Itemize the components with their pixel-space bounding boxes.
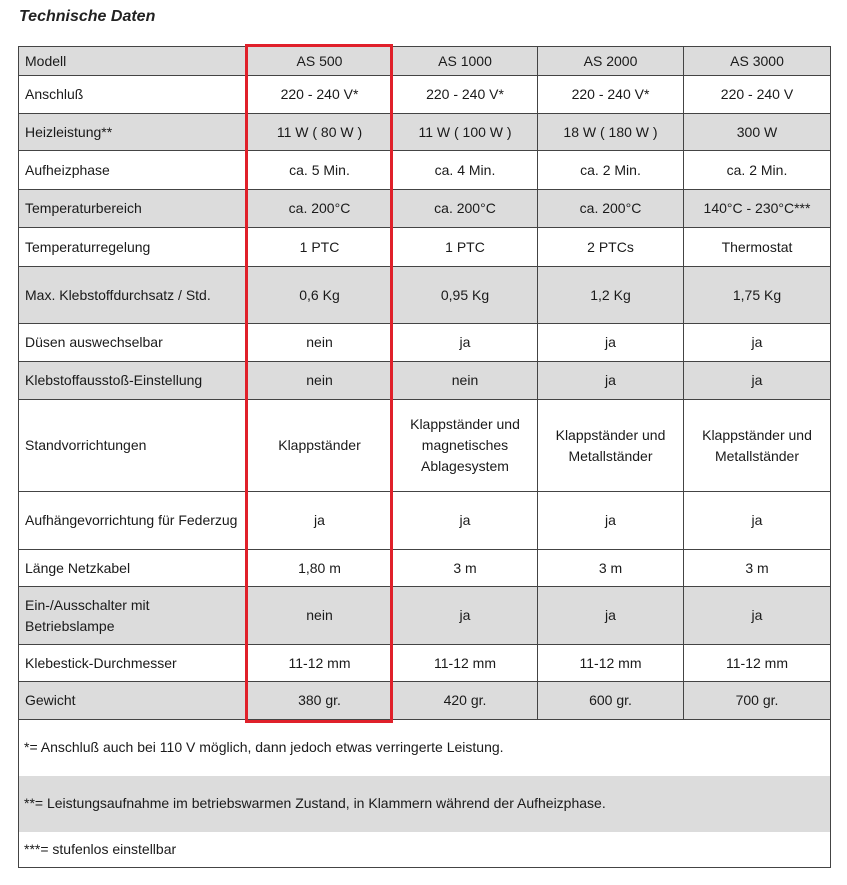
cell-as1000: 3 m <box>393 550 538 587</box>
cell-as1000: ca. 200°C <box>393 190 538 228</box>
row-label: Temperaturregelung <box>19 228 247 267</box>
cell-as2000: 600 gr. <box>538 682 684 720</box>
cell-as2000: ja <box>538 587 684 645</box>
cell-as500: nein <box>247 362 393 400</box>
table-row <box>19 114 831 151</box>
row-label: Max. Klebstoffdurchsatz / Std. <box>19 267 247 324</box>
cell-as3000: ja <box>684 587 831 645</box>
footnote-single-star: *= Anschluß auch bei 110 V möglich, dann jedoch etwas verringerte Leistung. <box>19 720 831 776</box>
page-title: Technische Daten <box>19 8 156 25</box>
footnote-row <box>19 776 831 832</box>
cell-as1000: 1 PTC <box>393 228 538 267</box>
header-model-as500: AS 500 <box>247 47 393 76</box>
cell-as500: 1 PTC <box>247 228 393 267</box>
cell-as3000: 1,75 Kg <box>684 267 831 324</box>
cell-as2000: ja <box>538 492 684 550</box>
row-label: Standvorrichtungen <box>19 400 247 492</box>
table-row <box>19 550 831 587</box>
cell-as1000: ja <box>393 324 538 362</box>
header-model-as1000: AS 1000 <box>393 47 538 76</box>
cell-as2000: 3 m <box>538 550 684 587</box>
cell-as1000: 420 gr. <box>393 682 538 720</box>
row-label: Düsen auswechselbar <box>19 324 247 362</box>
cell-as2000: Klappständer und Metallständer <box>538 400 684 492</box>
table-row <box>19 587 831 645</box>
cell-as3000: Thermostat <box>684 228 831 267</box>
cell-as500: ja <box>247 492 393 550</box>
cell-as500: Klappständer <box>247 400 393 492</box>
row-label: Ein-/Ausschalter mit Betriebslampe <box>19 587 247 645</box>
cell-as3000: 3 m <box>684 550 831 587</box>
spec-table <box>18 46 831 868</box>
table-row <box>19 492 831 550</box>
cell-as500: ca. 200°C <box>247 190 393 228</box>
table-row <box>19 400 831 492</box>
cell-as2000: ca. 2 Min. <box>538 151 684 190</box>
cell-as500: 220 - 240 V* <box>247 76 393 114</box>
footnote-row <box>19 720 831 776</box>
cell-as1000: ja <box>393 492 538 550</box>
row-label: Temperaturbereich <box>19 190 247 228</box>
table-row <box>19 76 831 114</box>
cell-as3000: 220 - 240 V <box>684 76 831 114</box>
row-label: Anschluß <box>19 76 247 114</box>
cell-as3000: ja <box>684 492 831 550</box>
row-label: Aufheizphase <box>19 151 247 190</box>
table-row <box>19 190 831 228</box>
cell-as2000: 220 - 240 V* <box>538 76 684 114</box>
row-label: Klebstoffausstoß-Einstellung <box>19 362 247 400</box>
cell-as3000: 140°C - 230°C*** <box>684 190 831 228</box>
cell-as1000: 0,95 Kg <box>393 267 538 324</box>
table-row <box>19 151 831 190</box>
cell-as2000: 18 W ( 180 W ) <box>538 114 684 151</box>
cell-as1000: ca. 4 Min. <box>393 151 538 190</box>
cell-as500: 11-12 mm <box>247 645 393 682</box>
header-model-as2000: AS 2000 <box>538 47 684 76</box>
cell-as3000: ja <box>684 324 831 362</box>
cell-as3000: ja <box>684 362 831 400</box>
cell-as500: 1,80 m <box>247 550 393 587</box>
footnote-triple-star: ***= stufenlos einstellbar <box>19 832 831 868</box>
cell-as3000: 700 gr. <box>684 682 831 720</box>
table-row <box>19 645 831 682</box>
row-label: Klebestick-Durchmesser <box>19 645 247 682</box>
footnote-row <box>19 832 831 868</box>
table-row <box>19 362 831 400</box>
cell-as500: 11 W ( 80 W ) <box>247 114 393 151</box>
row-label: Gewicht <box>19 682 247 720</box>
cell-as3000: 300 W <box>684 114 831 151</box>
row-label: Heizleistung** <box>19 114 247 151</box>
cell-as2000: ca. 200°C <box>538 190 684 228</box>
cell-as1000: 220 - 240 V* <box>393 76 538 114</box>
cell-as1000: 11 W ( 100 W ) <box>393 114 538 151</box>
cell-as2000: 2 PTCs <box>538 228 684 267</box>
cell-as500: nein <box>247 324 393 362</box>
cell-as500: 380 gr. <box>247 682 393 720</box>
cell-as2000: 1,2 Kg <box>538 267 684 324</box>
cell-as3000: ca. 2 Min. <box>684 151 831 190</box>
table-row <box>19 267 831 324</box>
table-row <box>19 228 831 267</box>
cell-as2000: ja <box>538 362 684 400</box>
cell-as2000: 11-12 mm <box>538 645 684 682</box>
row-label: Aufhängevorrichtung für Federzug <box>19 492 247 550</box>
row-label: Länge Netzkabel <box>19 550 247 587</box>
cell-as500: 0,6 Kg <box>247 267 393 324</box>
cell-as2000: ja <box>538 324 684 362</box>
cell-as3000: 11-12 mm <box>684 645 831 682</box>
cell-as500: nein <box>247 587 393 645</box>
cell-as1000: nein <box>393 362 538 400</box>
cell-as1000: ja <box>393 587 538 645</box>
cell-as1000: 11-12 mm <box>393 645 538 682</box>
table-row <box>19 324 831 362</box>
table-header-row <box>19 47 831 76</box>
table-row <box>19 682 831 720</box>
cell-as500: ca. 5 Min. <box>247 151 393 190</box>
footnote-double-star: **= Leistungsaufnahme im betriebswarmen Zustand, in Klammern während der Aufheizphase. <box>19 776 831 832</box>
cell-as3000: Klappständer und Metallständer <box>684 400 831 492</box>
cell-as1000: Klappständer und magnetisches Ablagesystem <box>393 400 538 492</box>
header-model-as3000: AS 3000 <box>684 47 831 76</box>
header-label-cell: Modell <box>19 47 247 76</box>
